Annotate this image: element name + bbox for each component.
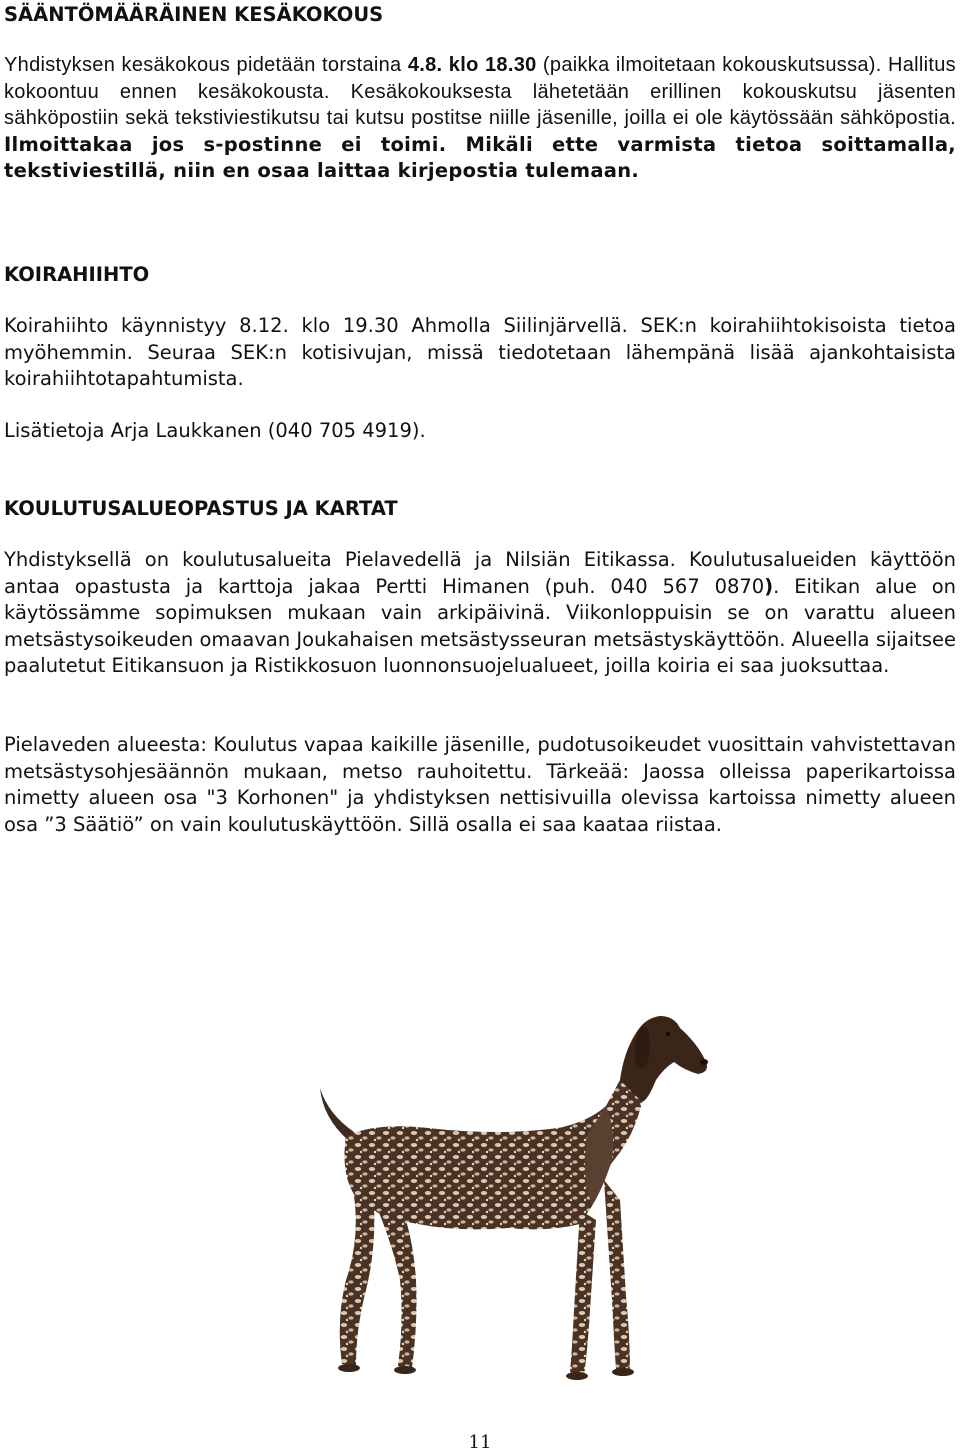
kesakokous-details: (paikka ilmoitetaan kokouskutsussa). Hallitus kokoontuu ennen kesäkokousta. Kesäkokouksesta lähetetään erillinen kokouskutsu jäsenten sähköpostiin sekä tekstiviestikutsu tai kutsu postitse niille jäsenille, joilla ei ole käytössään sähköpostia. <box>4 54 956 129</box>
heading-koirahiihto: KOIRAHIIHTO <box>4 263 150 286</box>
paragraph-kesakokous <box>4 52 956 185</box>
kesakokous-notice: Ilmoittakaa jos s-postinne ei toimi. Mikäli ette varmista tietoa soittamalla, tekstiviestillä, niin en osaa laittaa kirjepostia tulemaan. <box>4 132 956 182</box>
paragraph-pielavesi: Pielaveden alueesta: Koulutus vapaa kaikille jäsenille, pudotusoikeudet vuosittain vahvistettavan metsästysohjesäännön mukaan, metso rauhoitettu. Tärkeää: Jaossa olleissa paperikartoissa nimetty alueen osa "3 Korhonen" ja yhdistyksen nettisivuilla olevissa kartoissa nimetty alueen osa ”3 Säätiö” on vain koulutuskäyttöön. Sillä osalla ei saa kaataa riistaa. <box>4 733 956 836</box>
pointer-dog-illustration-icon <box>228 1010 728 1390</box>
paragraph-contact: Lisätietoja Arja Laukkanen (040 705 4919). <box>4 419 426 442</box>
paragraph-koulutusalueet <box>4 547 956 680</box>
heading-koulutusalueopastus: KOULUTUSALUEOPASTUS JA KARTAT <box>4 497 398 520</box>
koulutusalueet-text: Yhdistyksellä on koulutusalueita Pielavedellä ja Nilsiän Eitikassa. Koulutusalueiden käyttöön antaa opastusta ja karttoja jakaa Pertti Himanen (puh. 040 567 0870 <box>4 548 956 598</box>
page-number: 11 <box>468 1432 492 1453</box>
heading-kesakokous: SÄÄNTÖMÄÄRÄINEN KESÄKOKOUS <box>4 3 384 26</box>
paragraph-koirahiihto: Koirahiihto käynnistyy 8.12. klo 19.30 Ahmolla Siilinjärvellä. SEK:n koirahiihtokisoista tietoa myöhemmin. Seuraa SEK:n kotisivujan, missä tiedotetaan lähempänä lisää ajankohtaisista koirahiihtotapahtumista. <box>4 314 956 390</box>
koulutusalueet-bold-paren: ) <box>764 574 774 598</box>
kesakokous-date: 4.8. klo 18.30 <box>407 54 537 76</box>
dog-image <box>228 1010 728 1390</box>
koulutusalueet-continued: . Eitikan alue on käytössämme sopimuksen mukaan vain arkipäivinä. Viikonloppuisin se on varattu alueen metsästysoikeuden omaavan Joukahaisen metsästysseuran metsästyskäyttöön. Alueella sijaitsee paalutetut Eitikansuon ja Ristikkosuon luonnonsuojelualueet, joilla koiria ei saa juoksuttaa. <box>4 574 956 677</box>
kesakokous-intro: Yhdistyksen kesäkokous pidetään torstaina <box>4 54 408 76</box>
